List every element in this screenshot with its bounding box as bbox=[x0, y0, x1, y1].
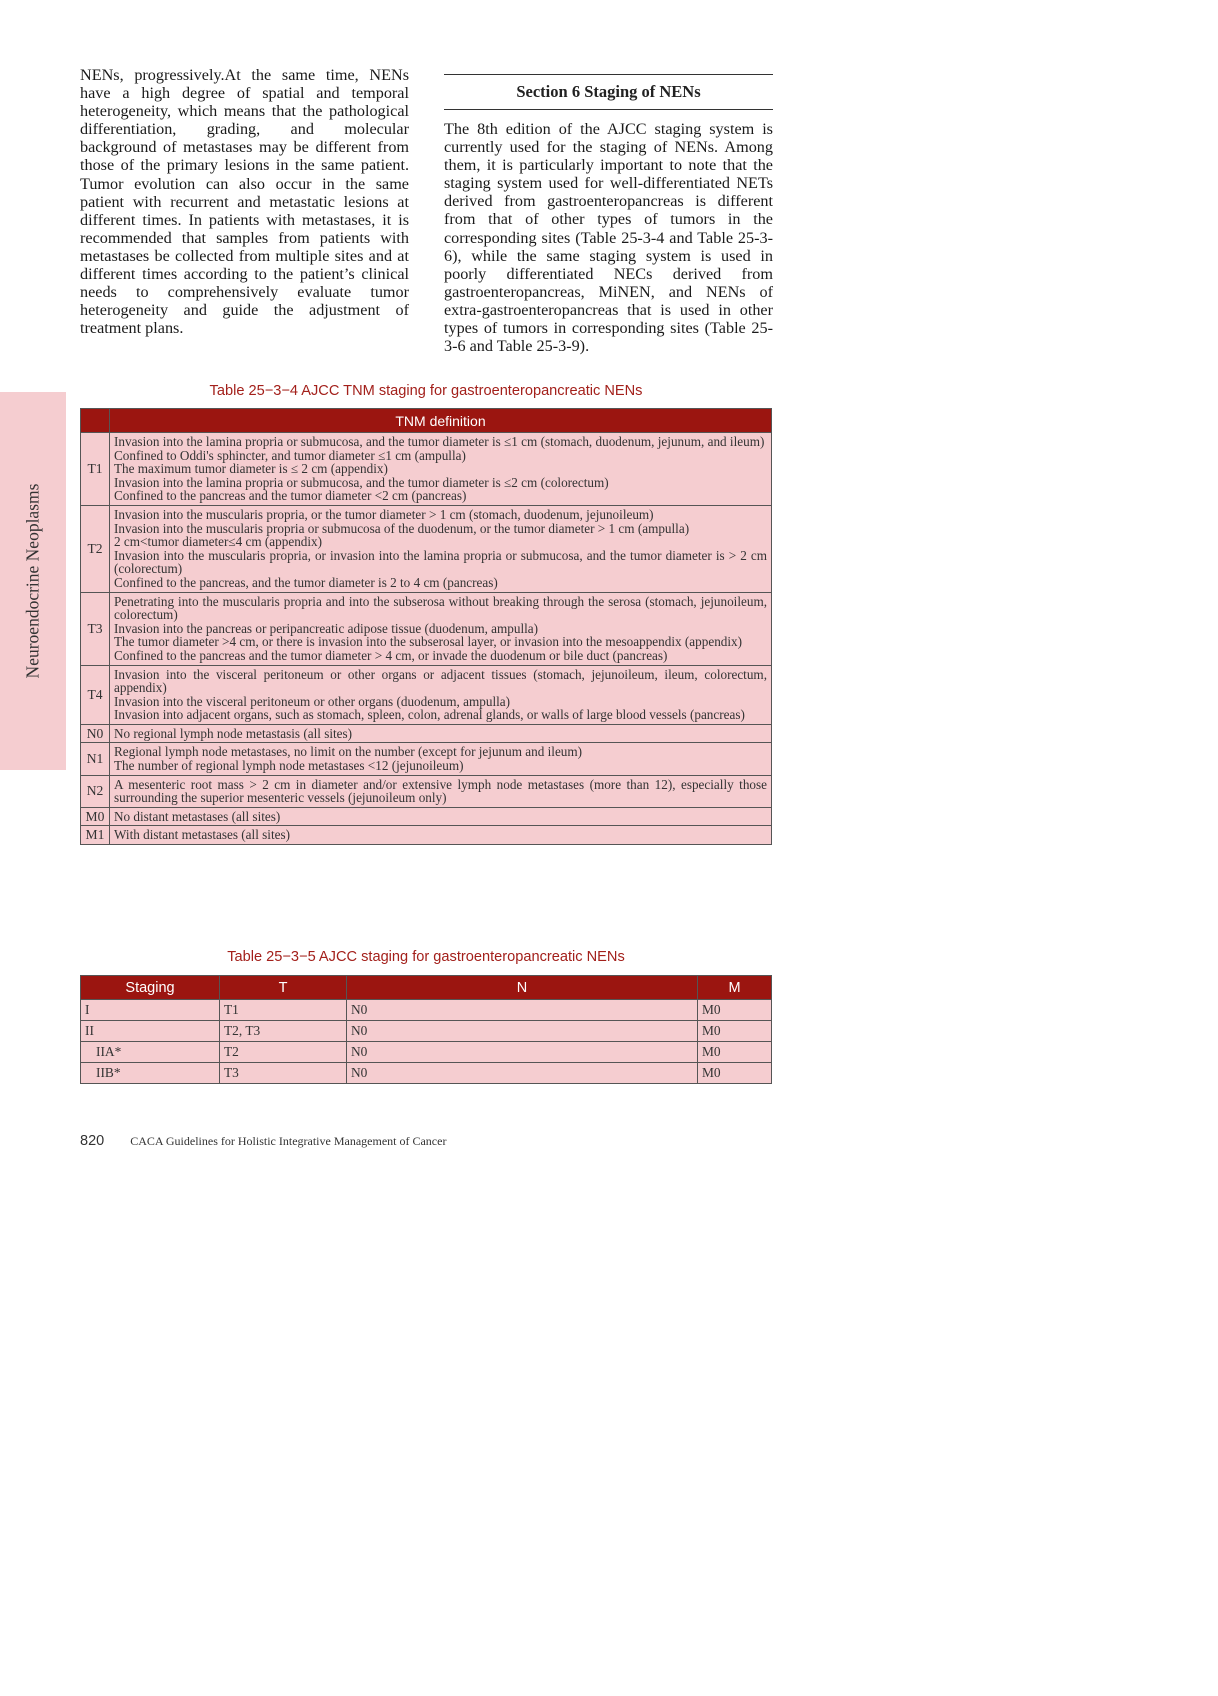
staging-row bbox=[81, 1021, 772, 1042]
staging-cell-n: N0 bbox=[347, 1021, 698, 1042]
tnm-definition-line: Invasion into the lamina propria or submucosa, and the tumor diameter is ≤1 cm (stomach, duodenum, jejunum, and ileum) bbox=[114, 434, 765, 449]
tnm-definition-cell bbox=[110, 807, 772, 826]
staging-cell-m: M0 bbox=[698, 1063, 772, 1084]
left-paragraph: NENs, progressively.At the same time, NENs have a high degree of spatial and temporal heterogeneity, which means that the pathological differentiation, grading, and molecular background of metastases may be different from those of the primary lesions in the same patient. Tumor evolution can also occur in the same patient with recurrent and metastatic lesions at different times. In patients with metastases, it is recommended that samples from patients with metastases be collected from multiple sites and at different times according to the patient’s clinical needs to comprehensively evaluate tumor heterogeneity and guide the adjustment of treatment plans. bbox=[80, 66, 409, 338]
staging-cell-t: T2, T3 bbox=[220, 1021, 347, 1042]
tnm-definition-line: Invasion into the lamina propria or submucosa, and the tumor diameter is ≤2 cm (colorectum) bbox=[114, 474, 609, 490]
tnm-definition-cell bbox=[110, 665, 772, 724]
tnm-definition-cell bbox=[110, 826, 772, 845]
tnm-definition-line: Invasion into the visceral peritoneum or other organs or adjacent tissues (stomach, jejunoileum, ileum, colorectum, appendix) bbox=[114, 666, 767, 696]
tnm-definition-line: Invasion into adjacent organs, such as stomach, spleen, colon, adrenal glands, or walls of large blood vessels (pancreas) bbox=[114, 707, 745, 723]
tnm-definition-cell bbox=[110, 433, 772, 506]
table2-header-n: N bbox=[347, 976, 698, 1000]
table1-header-definition: TNM definition bbox=[110, 409, 772, 433]
staging-cell-m: M0 bbox=[698, 1021, 772, 1042]
section-heading: Section 6 Staging of NENs bbox=[444, 74, 773, 110]
staging-row bbox=[81, 1063, 772, 1084]
tnm-definition-line: The number of regional lymph node metastases <12 (jejunoileum) bbox=[114, 758, 464, 774]
table1-header-blank bbox=[81, 409, 110, 433]
staging-cell-t: T3 bbox=[220, 1063, 347, 1084]
tnm-definition-line: A mesenteric root mass > 2 cm in diameter and/or extensive lymph node metastases (more than 12), especially those surrounding the superior mesenteric vessels (jejunoileum only) bbox=[114, 776, 767, 806]
staging-cell-staging: II bbox=[81, 1021, 220, 1042]
tnm-category-label: N2 bbox=[81, 775, 110, 807]
tnm-definition-line: Confined to the pancreas and the tumor diameter <2 cm (pancreas) bbox=[114, 488, 467, 504]
tnm-row-t3 bbox=[81, 592, 772, 665]
staging-cell-t: T2 bbox=[220, 1042, 347, 1063]
tnm-row-n1 bbox=[81, 743, 772, 775]
staging-cell-staging: I bbox=[81, 1000, 220, 1021]
tnm-row-n2 bbox=[81, 775, 772, 807]
tnm-definition-line: Confined to the pancreas and the tumor diameter > 4 cm, or invade the duodenum or bile duct (pancreas) bbox=[114, 647, 668, 663]
tnm-row-t2 bbox=[81, 505, 772, 592]
tnm-row-t1 bbox=[81, 433, 772, 506]
tnm-definition-line: Invasion into the muscularis propria or submucosa of the duodenum, or the tumor diameter > 1 cm (ampulla) bbox=[114, 520, 690, 536]
tnm-category-label: T4 bbox=[81, 665, 110, 724]
tnm-definition-line: No distant metastases (all sites) bbox=[114, 808, 281, 824]
tnm-definition-line: Confined to the pancreas, and the tumor diameter is 2 to 4 cm (pancreas) bbox=[114, 574, 498, 590]
side-tab bbox=[0, 392, 66, 770]
tnm-category-label: N0 bbox=[81, 724, 110, 743]
tnm-definition-line: Invasion into the muscularis propria, or the tumor diameter > 1 cm (stomach, duodenum, jejunoileum) bbox=[114, 506, 654, 522]
tnm-category-label: M0 bbox=[81, 807, 110, 826]
table2-header-staging: Staging bbox=[81, 976, 220, 1000]
tnm-category-label: T3 bbox=[81, 592, 110, 665]
page-number: 820 bbox=[80, 1133, 105, 1149]
tnm-definition-line: 2 cm<tumor diameter≤4 cm (appendix) bbox=[114, 534, 323, 550]
tnm-row-n0 bbox=[81, 724, 772, 743]
tnm-definition-cell bbox=[110, 724, 772, 743]
table2-header-m: M bbox=[698, 976, 772, 1000]
tnm-definition-line: Regional lymph node metastases, no limit on the number (except for jejunum and ileum) bbox=[114, 744, 583, 760]
tnm-definition-line: Invasion into the pancreas or peripancreatic adipose tissue (duodenum, ampulla) bbox=[114, 620, 539, 636]
tnm-definition-line: No regional lymph node metastasis (all sites) bbox=[114, 725, 353, 741]
tnm-row-t4 bbox=[81, 665, 772, 724]
tnm-definition-cell bbox=[110, 775, 772, 807]
table2-header-row bbox=[81, 976, 772, 1000]
running-title: CACA Guidelines for Holistic Integrative Management of Cancer bbox=[130, 1134, 447, 1148]
tnm-definition-table bbox=[80, 408, 772, 845]
right-column bbox=[444, 74, 773, 355]
right-paragraph: The 8th edition of the AJCC staging system is currently used for the staging of NENs. Among them, it is particularly important to note that the staging system used for well-differentiated NETs derived from gastroenteropancreas is different from that of other types of tumors in the corresponding sites (Table 25-3-4 and Table 25-3-6), while the same staging system is used in poorly differentiated NECs derived from gastroenteropancreas, MiNEN, and NENs of extra-gastroenteropancreas that is used in other types of tumors in corresponding sites (Table 25-3-6 and Table 25-3-9). bbox=[444, 120, 773, 356]
tnm-definition-line: Invasion into the visceral peritoneum or other organs (duodenum, ampulla) bbox=[114, 693, 511, 709]
table2-caption: Table 25−3−5 AJCC staging for gastroenteropancreatic NENs bbox=[227, 949, 625, 965]
page-footer bbox=[80, 1133, 446, 1149]
tnm-definition-line: Invasion into the muscularis propria, or invasion into the lamina propria or submucosa, and the tumor diameter is > 2 cm (colorectum) bbox=[114, 547, 767, 577]
staging-cell-n: N0 bbox=[347, 1063, 698, 1084]
tnm-definition-cell bbox=[110, 592, 772, 665]
tnm-category-label: N1 bbox=[81, 743, 110, 775]
staging-cell-t: T1 bbox=[220, 1000, 347, 1021]
staging-cell-m: M0 bbox=[698, 1000, 772, 1021]
tnm-definition-line: Penetrating into the muscularis propria and into the subserosa without breaking through the serosa (stomach, jejunoileum, colorectum) bbox=[114, 593, 767, 623]
staging-cell-staging: IIB* bbox=[81, 1063, 220, 1084]
tnm-definition-line: The maximum tumor diameter is ≤ 2 cm (appendix) bbox=[114, 461, 388, 477]
staging-row bbox=[81, 1000, 772, 1021]
tnm-definition-cell bbox=[110, 505, 772, 592]
table2-header-t: T bbox=[220, 976, 347, 1000]
tnm-row-m1 bbox=[81, 826, 772, 845]
side-tab-label: Neuroendocrine Neoplasms bbox=[22, 483, 43, 679]
tnm-definition-line: With distant metastases (all sites) bbox=[114, 827, 290, 843]
table1-caption: Table 25−3−4 AJCC TNM staging for gastroenteropancreatic NENs bbox=[209, 383, 643, 399]
staging-cell-n: N0 bbox=[347, 1000, 698, 1021]
tnm-category-label: M1 bbox=[81, 826, 110, 845]
tnm-definition-line: Confined to Oddi's sphincter, and tumor diameter ≤1 cm (ampulla) bbox=[114, 447, 466, 463]
tnm-definition-line: The tumor diameter >4 cm, or there is invasion into the subserosal layer, or invasion into the mesoappendix (appendix) bbox=[114, 634, 743, 650]
staging-cell-m: M0 bbox=[698, 1042, 772, 1063]
tnm-definition-cell bbox=[110, 743, 772, 775]
tnm-category-label: T1 bbox=[81, 433, 110, 506]
staging-cell-n: N0 bbox=[347, 1042, 698, 1063]
left-column bbox=[80, 66, 409, 337]
table2-body bbox=[81, 1000, 772, 1084]
table1-header-row bbox=[81, 409, 772, 433]
staging-row bbox=[81, 1042, 772, 1063]
staging-cell-staging: IIA* bbox=[81, 1042, 220, 1063]
tnm-category-label: T2 bbox=[81, 505, 110, 592]
tnm-row-m0 bbox=[81, 807, 772, 826]
table1-body bbox=[81, 433, 772, 845]
staging-table bbox=[80, 975, 772, 1084]
